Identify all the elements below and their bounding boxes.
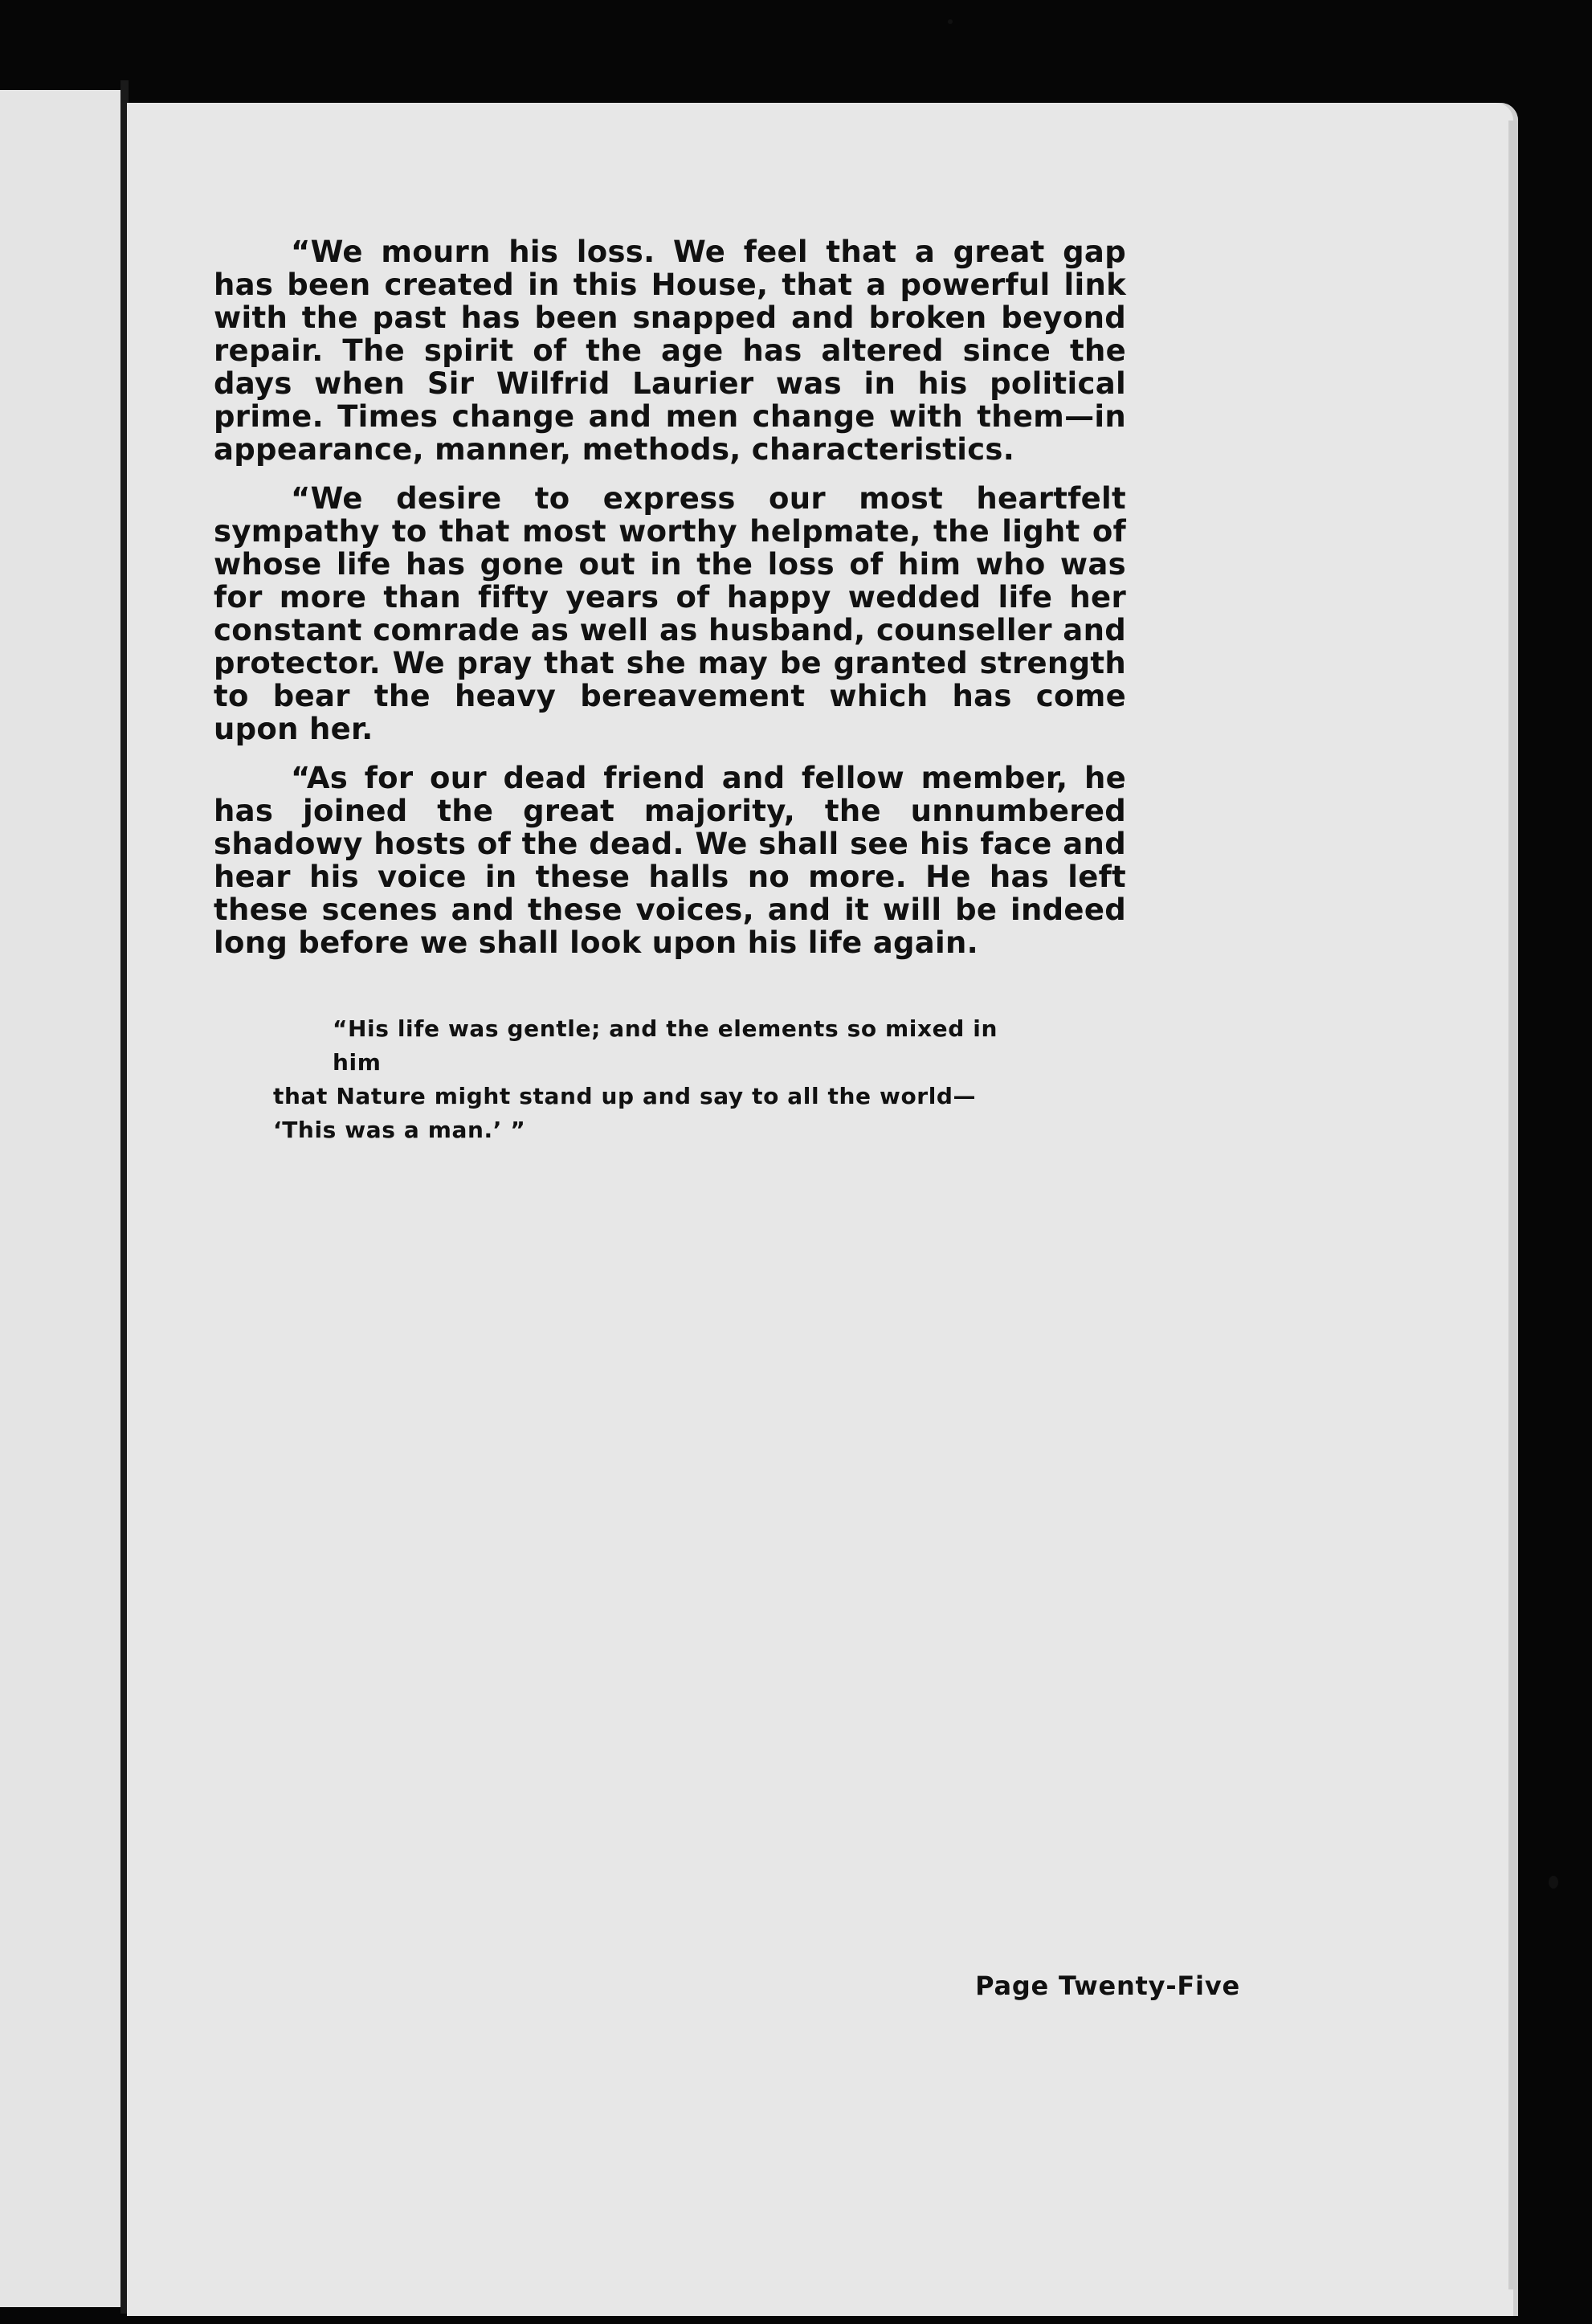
facing-page-edge xyxy=(0,90,124,2307)
dust-speck xyxy=(948,19,953,24)
quote-line-3: ‘This was a man.’ ” xyxy=(273,1117,526,1143)
page-right-edge xyxy=(1508,120,1518,2289)
quote-line-1: “His life was gentle; and the elements so mixed in him xyxy=(333,1015,998,1076)
page-number: Page Twenty-Five xyxy=(975,1971,1240,2001)
block-quote xyxy=(273,1012,1044,1147)
paragraph-3: “As for our dead friend and fellow member, he has joined the great majority, the unnumbered shadowy hosts of the dead. We shall see his face and hear his voice in these halls no more. He has left these scenes and these voices, and it will be indeed long before we shall look upon his life again. xyxy=(214,761,1126,960)
quote-line-2: that Nature might stand up and say to all the world— xyxy=(273,1083,977,1109)
paragraph-1: “We mourn his loss. We feel that a great gap has been created in this House, that a powerful link with the past has been snapped and broken beyond repair. The spirit of the age has altered since the days when Sir Wilfrid Laurier was in his political prime. Times change and men change with them—in appearance, manner, methods, characteristics. xyxy=(214,235,1126,467)
dust-speck xyxy=(1549,1876,1558,1889)
page-body xyxy=(214,235,1126,975)
paragraph-2: “We desire to express our most heartfelt sympathy to that most worthy helpmate, the light of whose life has gone out in the loss of him who was for more than fifty years of happy wedded life her constant comrade as well as husband, counseller and protector. We pray that she may be granted strength to bear the heavy bereavement which has come upon her. xyxy=(214,481,1126,746)
